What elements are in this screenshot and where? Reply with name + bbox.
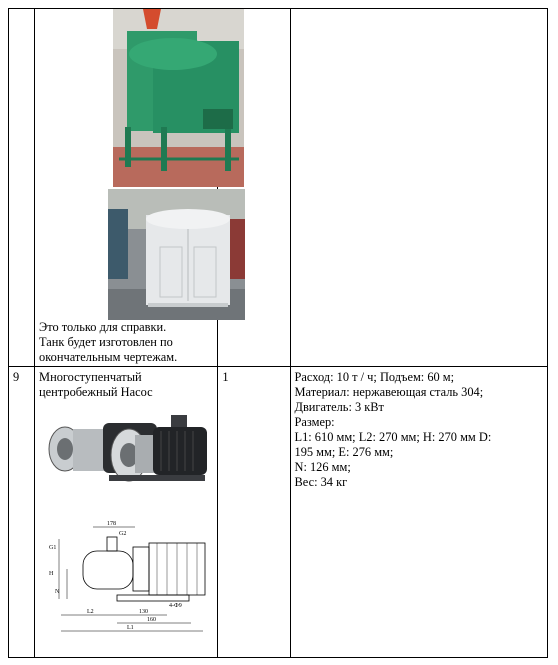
quantity-value: 1: [222, 370, 229, 384]
spec-text: [291, 367, 548, 490]
green-tank-machine-photo: [113, 9, 244, 187]
quantity-cell: [218, 367, 290, 658]
note-line: Это только для справки.: [39, 320, 167, 334]
dim-g1-label: G1: [49, 545, 57, 551]
dim-160-label: 160: [147, 617, 157, 623]
spec-line: Двигатель: 3 кВт: [294, 400, 384, 414]
pump-dimension-drawing: [47, 519, 215, 637]
table-row: [9, 9, 548, 367]
row-number-cell: [9, 9, 35, 367]
note-line: Танк будет изготовлен по: [39, 335, 173, 349]
dim-n-label: N: [55, 589, 60, 595]
spec-line: 195 мм; E: 276 мм;: [294, 445, 394, 459]
centrifugal-pump-photo: [43, 405, 213, 495]
spec-line: N: 126 мм;: [294, 460, 351, 474]
spec-cell: [290, 367, 548, 658]
dim-holes-label: 4-Ф9: [169, 603, 182, 609]
item-name: Многоступенчатый центробежный Насос: [39, 370, 153, 399]
spec-line: Материал: нержавеющая сталь 304;: [294, 385, 484, 399]
spec-line: L1: 610 мм; L2: 270 мм; H: 270 мм D:: [294, 430, 492, 444]
spec-cell: [290, 9, 548, 367]
white-tank-machine-photo: [108, 189, 245, 320]
spec-line: Расход: 10 т / ч; Подъем: 60 м;: [294, 370, 455, 384]
dim-130-label: 130: [139, 609, 149, 615]
table-row: [9, 367, 548, 658]
note-line: окончательным чертежам.: [39, 350, 178, 364]
item-cell: [35, 9, 218, 367]
dim-h-label: H: [49, 571, 54, 577]
equipment-table: [8, 8, 548, 658]
row-number-cell: [9, 367, 35, 658]
spec-line: Вес: 34 кг: [294, 475, 348, 489]
reference-note: [39, 320, 177, 365]
dim-l2-label: L2: [87, 609, 94, 615]
dim-g2-label: G2: [119, 531, 127, 537]
item-cell: [35, 367, 218, 658]
spec-line: Размер:: [294, 415, 335, 429]
row-number: 9: [13, 370, 20, 384]
dim-top-label: 178: [107, 521, 117, 527]
dim-l1-label: L1: [127, 625, 134, 631]
